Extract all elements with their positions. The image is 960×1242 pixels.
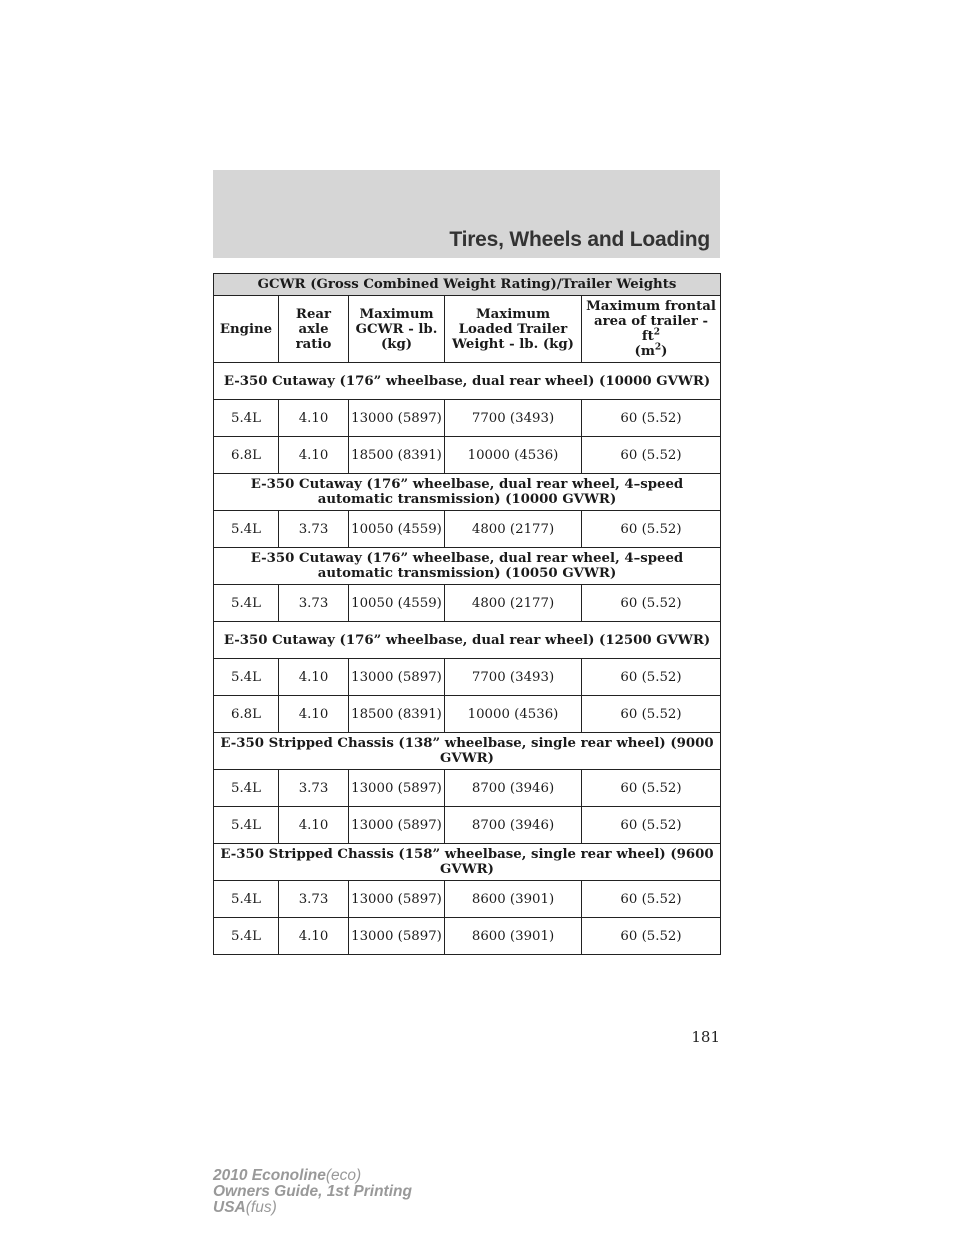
frontal-area-sup-m: 2 (654, 342, 662, 353)
frontal-area-sup-ft: 2 (653, 327, 661, 338)
table-row (214, 437, 721, 474)
footer-line-3 (213, 1200, 412, 1216)
table-body (214, 363, 721, 955)
header-max-frontal-area (582, 296, 721, 363)
group-heading-row (214, 363, 721, 400)
cell-max-trailer-weight: 8600 (3901) (445, 881, 582, 918)
group-heading: E-350 Cutaway (176” wheelbase, dual rear wheel, 4–speed automatic transmission) (10050 GVWR) (214, 548, 721, 585)
group-heading-row (214, 622, 721, 659)
cell-max-gcwr: 10050 (4559) (349, 585, 445, 622)
group-heading-row (214, 548, 721, 585)
footer-market-code: (fus) (245, 1199, 277, 1216)
cell-max-trailer-weight: 10000 (4536) (445, 437, 582, 474)
gcwr-table (213, 273, 721, 955)
group-heading: E-350 Cutaway (176” wheelbase, dual rear wheel) (12500 GVWR) (214, 622, 721, 659)
cell-max-gcwr: 13000 (5897) (349, 400, 445, 437)
cell-max-gcwr: 18500 (8391) (349, 696, 445, 733)
footer-market: USA (213, 1199, 246, 1216)
cell-rear-axle-ratio: 3.73 (279, 585, 349, 622)
cell-frontal-area: 60 (5.52) (582, 659, 721, 696)
table-row (214, 511, 721, 548)
group-heading: E-350 Stripped Chassis (158” wheelbase, single rear wheel) (9600 GVWR) (214, 844, 721, 881)
cell-frontal-area: 60 (5.52) (582, 696, 721, 733)
table-row (214, 918, 721, 955)
group-heading: E-350 Stripped Chassis (138” wheelbase, single rear wheel) (9000 GVWR) (214, 733, 721, 770)
cell-max-trailer-weight: 4800 (2177) (445, 585, 582, 622)
group-heading: E-350 Cutaway (176” wheelbase, dual rear wheel, 4–speed automatic transmission) (10000 GVWR) (214, 474, 721, 511)
cell-max-trailer-weight: 8600 (3901) (445, 918, 582, 955)
cell-max-trailer-weight: 8700 (3946) (445, 807, 582, 844)
header-max-trailer-weight: Maximum Loaded Trailer Weight - lb. (kg) (445, 296, 582, 363)
cell-frontal-area: 60 (5.52) (582, 511, 721, 548)
table-row (214, 770, 721, 807)
table-row (214, 659, 721, 696)
cell-rear-axle-ratio: 4.10 (279, 400, 349, 437)
table-row (214, 881, 721, 918)
footer-model: 2010 Econoline (213, 1167, 326, 1184)
footer-model-code: (eco) (325, 1167, 362, 1184)
cell-engine: 5.4L (214, 400, 279, 437)
cell-frontal-area: 60 (5.52) (582, 918, 721, 955)
table-row (214, 400, 721, 437)
cell-engine: 6.8L (214, 437, 279, 474)
cell-engine: 5.4L (214, 918, 279, 955)
cell-max-trailer-weight: 7700 (3493) (445, 659, 582, 696)
header-max-gcwr: Maximum GCWR - lb. (kg) (349, 296, 445, 363)
table-row (214, 585, 721, 622)
cell-max-trailer-weight: 8700 (3946) (445, 770, 582, 807)
cell-max-gcwr: 13000 (5897) (349, 918, 445, 955)
cell-rear-axle-ratio: 3.73 (279, 511, 349, 548)
cell-engine: 6.8L (214, 696, 279, 733)
table-row (214, 807, 721, 844)
cell-max-trailer-weight: 4800 (2177) (445, 511, 582, 548)
cell-max-gcwr: 13000 (5897) (349, 881, 445, 918)
page-number: 181 (691, 1028, 720, 1046)
cell-frontal-area: 60 (5.52) (582, 437, 721, 474)
cell-rear-axle-ratio: 3.73 (279, 770, 349, 807)
cell-frontal-area: 60 (5.52) (582, 881, 721, 918)
cell-max-gcwr: 18500 (8391) (349, 437, 445, 474)
group-heading-row (214, 844, 721, 881)
cell-rear-axle-ratio: 4.10 (279, 696, 349, 733)
frontal-area-metric-open: (m (634, 344, 655, 359)
table-row (214, 696, 721, 733)
cell-rear-axle-ratio: 3.73 (279, 881, 349, 918)
cell-max-trailer-weight: 10000 (4536) (445, 696, 582, 733)
footer-line-1 (213, 1168, 412, 1184)
group-heading-row (214, 733, 721, 770)
cell-rear-axle-ratio: 4.10 (279, 918, 349, 955)
cell-max-gcwr: 13000 (5897) (349, 770, 445, 807)
cell-frontal-area: 60 (5.52) (582, 400, 721, 437)
cell-engine: 5.4L (214, 511, 279, 548)
cell-frontal-area: 60 (5.52) (582, 585, 721, 622)
table-title: GCWR (Gross Combined Weight Rating)/Trailer Weights (214, 274, 721, 296)
cell-rear-axle-ratio: 4.10 (279, 659, 349, 696)
section-title: Tires, Wheels and Loading (449, 228, 710, 251)
cell-frontal-area: 60 (5.52) (582, 770, 721, 807)
cell-rear-axle-ratio: 4.10 (279, 437, 349, 474)
header-engine: Engine (214, 296, 279, 363)
cell-frontal-area: 60 (5.52) (582, 807, 721, 844)
footer-line-2: Owners Guide, 1st Printing (213, 1183, 412, 1200)
cell-engine: 5.4L (214, 807, 279, 844)
cell-max-gcwr: 13000 (5897) (349, 659, 445, 696)
frontal-area-metric-close: ) (661, 344, 668, 359)
cell-engine: 5.4L (214, 585, 279, 622)
cell-engine: 5.4L (214, 881, 279, 918)
frontal-area-label: Maximum frontal area of trailer - ft (586, 299, 716, 344)
cell-engine: 5.4L (214, 659, 279, 696)
cell-max-gcwr: 10050 (4559) (349, 511, 445, 548)
cell-max-gcwr: 13000 (5897) (349, 807, 445, 844)
footer (213, 1168, 412, 1216)
cell-engine: 5.4L (214, 770, 279, 807)
cell-rear-axle-ratio: 4.10 (279, 807, 349, 844)
section-header-band (213, 170, 720, 258)
header-rear-axle-ratio: Rear axle ratio (279, 296, 349, 363)
cell-max-trailer-weight: 7700 (3493) (445, 400, 582, 437)
group-heading: E-350 Cutaway (176” wheelbase, dual rear wheel) (10000 GVWR) (214, 363, 721, 400)
group-heading-row (214, 474, 721, 511)
